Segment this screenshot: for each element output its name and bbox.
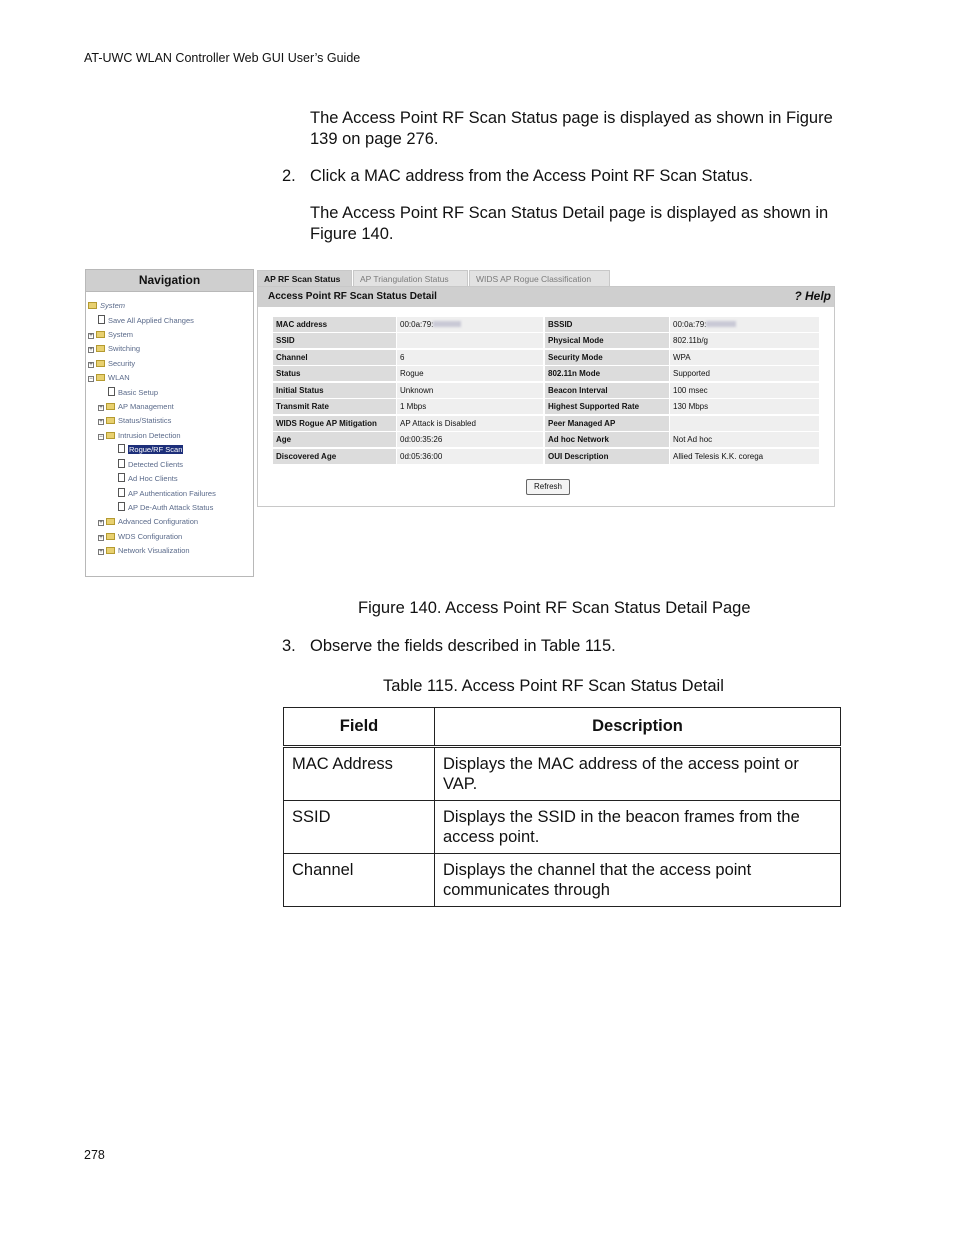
value-highest-rate: 130 Mbps [670,399,819,414]
cell-description: Displays the SSID in the beacon frames from the access point. [435,801,841,854]
value-bssid: 00:0a:79: [670,317,819,332]
tree-item-basic-setup[interactable]: Basic Setup [108,387,158,399]
field-description-table [283,707,841,907]
running-head: AT-UWC WLAN Controller Web GUI User’s Guide [84,51,361,65]
tree-item-ad-hoc-clients[interactable]: Ad Hoc Clients [118,473,178,485]
label-oui-description: OUI Description [545,449,669,464]
cell-field: SSID [284,801,435,854]
folder-icon [106,518,115,525]
expand-icon[interactable]: + [99,549,103,555]
folder-icon [106,432,115,439]
label-age: Age [273,432,396,447]
tree-item-advanced-config[interactable]: + Advanced Configuration [99,517,199,526]
label-status: Status [273,366,396,381]
value-discovered-age: 0d:05:36:00 [397,449,543,464]
step-2-paragraph: The Access Point RF Scan Status Detail page is displayed as shown in Figure 140. [310,204,829,243]
folder-icon [96,331,105,338]
value-initial-status: Unknown [397,383,543,398]
label-wids-mitigation: WIDS Rogue AP Mitigation [273,416,396,431]
cell-field: MAC Address [284,747,435,801]
figure-caption: Figure 140. Access Point RF Scan Status Detail Page [358,599,751,617]
label-mac-address: MAC address [273,317,396,332]
page-icon [118,488,125,497]
folder-icon [96,345,105,352]
tree-item-ap-auth-failures[interactable]: AP Authentication Failures [118,488,216,500]
label-highest-rate: Highest Supported Rate [545,399,669,414]
page-icon [118,473,125,482]
cell-field: Channel [284,854,435,907]
label-ssid: SSID [273,333,396,348]
value-age: 0d:00:35:26 [397,432,543,447]
value-80211n-mode: Supported [670,366,819,381]
tree-item-system-root[interactable]: System [88,300,125,312]
folder-icon [106,417,115,424]
cell-description: Displays the MAC address of the access point or VAP. [435,747,841,801]
label-peer-managed-ap: Peer Managed AP [545,416,669,431]
label-channel: Channel [273,350,396,365]
redacted-mac [433,321,461,327]
collapse-icon[interactable]: − [99,434,103,440]
navigation-panel [85,269,254,577]
expand-icon[interactable]: + [99,520,103,526]
page-icon [118,502,125,511]
header-field: Field [284,708,435,747]
value-security-mode: WPA [670,350,819,365]
table-row [284,801,841,854]
folder-icon [96,374,105,381]
tab-ap-triangulation-status[interactable]: AP Triangulation Status [353,270,468,286]
table-caption: Table 115. Access Point RF Scan Status Detail [383,677,724,695]
panel-header [258,287,834,307]
table-row [284,747,841,801]
header-description: Description [435,708,841,747]
label-80211n-mode: 802.11n Mode [545,366,669,381]
redacted-bssid [706,321,736,327]
tab-wids-ap-rogue-classification[interactable]: WIDS AP Rogue Classification [469,270,610,286]
step-3-number: 3. [282,637,296,655]
tab-ap-rf-scan-status[interactable]: AP RF Scan Status [257,270,352,286]
tree-item-wlan[interactable]: − WLAN [89,373,130,382]
tree-item-system[interactable]: + System [89,330,134,339]
tree-item-rogue-rf-scan[interactable]: Rogue/RF Scan [118,444,183,456]
label-initial-status: Initial Status [273,383,396,398]
label-security-mode: Security Mode [545,350,669,365]
value-channel: 6 [397,350,543,365]
expand-icon[interactable]: + [89,347,93,353]
intro-paragraph: The Access Point RF Scan Status page is displayed as shown in Figure 139 on page 276. [310,109,833,148]
page-icon [108,387,115,396]
tree-item-intrusion-detection[interactable]: − Intrusion Detection [99,431,181,440]
tree-item-save-all[interactable]: Save All Applied Changes [98,315,194,327]
page-icon [118,444,125,453]
panel-title: Access Point RF Scan Status Detail [268,291,437,302]
value-peer-managed-ap [670,416,819,431]
value-status: Rogue [397,366,543,381]
tree-item-detected-clients[interactable]: Detected Clients [118,459,183,471]
page-icon [118,459,125,468]
tree-item-ap-management[interactable]: + AP Management [99,402,174,411]
tree-item-switching[interactable]: + Switching [89,344,141,353]
label-transmit-rate: Transmit Rate [273,399,396,414]
tree-item-status-statistics[interactable]: + Status/Statistics [99,416,172,425]
folder-icon [106,403,115,410]
page-icon [98,315,105,324]
expand-icon[interactable]: + [89,362,93,368]
table-header-row [284,708,841,747]
label-physical-mode: Physical Mode [545,333,669,348]
expand-icon[interactable]: + [99,405,103,411]
value-mac-address[interactable]: 00:0a:79: [397,317,543,332]
expand-icon[interactable]: + [99,535,103,541]
label-bssid: BSSID [545,317,669,332]
step-2-text: Click a MAC address from the Access Point RF Scan Status. [310,167,753,185]
detail-panel [257,286,835,507]
value-oui-description: Allied Telesis K.K. corega [670,449,819,464]
label-discovered-age: Discovered Age [273,449,396,464]
tree-item-wds-config[interactable]: + WDS Configuration [99,532,183,541]
tree-item-network-visualization[interactable]: + Network Visualization [99,546,190,555]
value-ssid [397,333,543,348]
value-beacon-interval: 100 msec [670,383,819,398]
value-transmit-rate: 1 Mbps [397,399,543,414]
cell-description: Displays the channel that the access point communicates through [435,854,841,907]
tree-item-ap-deauth-attack[interactable]: AP De-Auth Attack Status [118,502,213,514]
refresh-button[interactable]: Refresh [526,479,570,495]
value-wids-mitigation: AP Attack is Disabled [397,416,543,431]
label-ad-hoc-network: Ad hoc Network [545,432,669,447]
step-2-number: 2. [282,167,296,185]
value-physical-mode: 802.11b/g [670,333,819,348]
folder-icon [106,533,115,540]
tree-item-security[interactable]: + Security [89,359,136,368]
folder-icon [88,302,97,309]
help-link[interactable]: ? Help [794,289,831,303]
value-ad-hoc-network: Not Ad hoc [670,432,819,447]
page-number: 278 [84,1148,105,1162]
table-row [284,854,841,907]
label-beacon-interval: Beacon Interval [545,383,669,398]
expand-icon[interactable]: + [89,333,93,339]
collapse-icon[interactable]: − [89,376,93,382]
folder-icon [106,547,115,554]
navigation-title: Navigation [86,270,253,292]
expand-icon[interactable]: + [99,419,103,425]
folder-icon [96,360,105,367]
step-3-text: Observe the fields described in Table 115. [310,637,616,655]
